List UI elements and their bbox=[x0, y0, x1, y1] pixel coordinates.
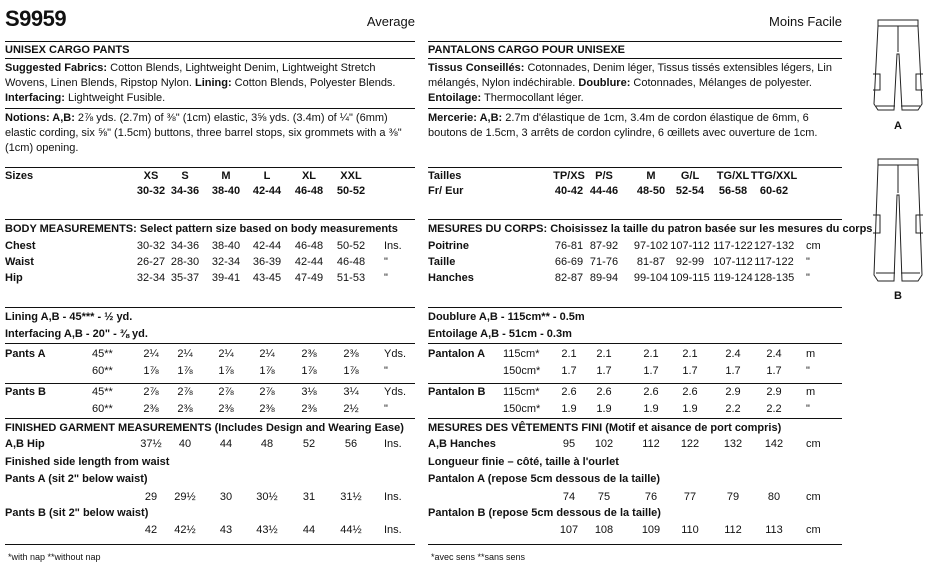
cell: 42½ bbox=[174, 524, 196, 536]
unit: Ins. bbox=[384, 240, 402, 252]
view-a-label: A bbox=[894, 120, 902, 132]
cell: 1.9 bbox=[561, 403, 577, 415]
cell: 1⅞ bbox=[343, 365, 359, 377]
table-row bbox=[5, 272, 415, 287]
cell: 1.7 bbox=[725, 365, 741, 377]
cell: 2.1 bbox=[561, 348, 577, 360]
cell: 108 bbox=[594, 524, 614, 536]
unit: Ins. bbox=[384, 491, 402, 503]
english-column bbox=[5, 0, 415, 585]
cell: 2.6 bbox=[596, 386, 612, 398]
cell: 34-36 bbox=[170, 240, 200, 252]
row-label: Taille bbox=[428, 256, 456, 268]
lining-yardage-row bbox=[5, 311, 415, 326]
cell: G/L bbox=[680, 170, 700, 182]
fabric-width: 115cm* bbox=[503, 386, 540, 398]
divider bbox=[428, 418, 842, 419]
divider bbox=[428, 219, 842, 220]
cell: 2⅜ bbox=[343, 348, 359, 360]
sizes-label-2: Fr/ Eur bbox=[428, 185, 464, 197]
cell: 97-102 bbox=[633, 240, 669, 252]
cell: 79 bbox=[726, 491, 740, 503]
table-row bbox=[428, 491, 842, 506]
table-row bbox=[5, 185, 415, 200]
unit: cm bbox=[806, 240, 821, 252]
table-row bbox=[5, 240, 415, 255]
cell: 95 bbox=[562, 438, 576, 450]
cell: 77 bbox=[683, 491, 697, 503]
cell: 2.9 bbox=[766, 386, 782, 398]
table-row bbox=[428, 524, 842, 539]
cell: 52 bbox=[302, 438, 316, 450]
difficulty: Average bbox=[366, 14, 415, 29]
cell: M bbox=[646, 170, 656, 182]
lining-yardage: Lining A,B - 45*** - ½ yd. bbox=[5, 311, 133, 323]
unit: " bbox=[806, 256, 810, 268]
pants-a-length-label: Pantalon A (repose 5cm dessous de la taille) bbox=[428, 473, 661, 485]
cell: 2⅜ bbox=[218, 403, 234, 415]
cell: 30½ bbox=[256, 491, 278, 503]
table-row bbox=[5, 365, 415, 380]
cell: 128-135 bbox=[753, 272, 795, 284]
interfacing-yardage: Entoilage A,B - 51cm - 0.3m bbox=[428, 328, 572, 340]
cell: 2⅞ bbox=[218, 386, 234, 398]
cell: 2.6 bbox=[643, 386, 659, 398]
table-row bbox=[428, 240, 842, 255]
row-label: Pants A bbox=[5, 348, 46, 360]
cell: 1.9 bbox=[596, 403, 612, 415]
table-row bbox=[5, 524, 415, 539]
unit: cm bbox=[806, 491, 821, 503]
divider bbox=[5, 544, 415, 545]
cell: 2¼ bbox=[143, 348, 159, 360]
table-row bbox=[428, 256, 842, 271]
row-label: Chest bbox=[5, 240, 36, 252]
cell: 2⅜ bbox=[301, 403, 317, 415]
fabrics-paragraph: Suggested Fabrics: Cotton Blends, Lightweight Denim, Lightweight Stretch Wovens, Linen Blends, Ripstop Nylon. Lining: Cotton Blends, Polyester Blends. Interfacing: Lightweight Fusible. bbox=[5, 62, 396, 104]
unit: Ins. bbox=[384, 438, 402, 450]
cell: 38-40 bbox=[211, 185, 241, 197]
cell: 2.4 bbox=[766, 348, 782, 360]
divider bbox=[5, 418, 415, 419]
cell: 30-32 bbox=[136, 185, 166, 197]
cell: 56 bbox=[344, 438, 358, 450]
cell: 2.2 bbox=[766, 403, 782, 415]
cell: 66-69 bbox=[554, 256, 584, 268]
fabric-width: 150cm* bbox=[503, 365, 541, 377]
row-label: Hanches bbox=[428, 272, 474, 284]
fabrics-paragraph-fr: Tissus Conseillés: Cotonnades, Denim léger, Tissus tissés extensibles légers, Lin mélangés, Nylon indéchirable. Doublure: Cotonnades, Mélanges de polyester. Entoilage: Thermocollant léger. bbox=[428, 62, 832, 104]
cell: 1⅞ bbox=[301, 365, 317, 377]
cell: L bbox=[263, 170, 271, 182]
cell: 42-44 bbox=[294, 256, 324, 268]
table-row bbox=[428, 170, 842, 185]
unit: cm bbox=[806, 438, 821, 450]
fabric-width: 60*​* bbox=[92, 365, 113, 377]
cell: 30-32 bbox=[136, 240, 166, 252]
row-label: Hip bbox=[5, 272, 23, 284]
unit: Ins. bbox=[384, 524, 402, 536]
cell: 38-40 bbox=[211, 240, 241, 252]
cell: 1.7 bbox=[596, 365, 612, 377]
unit: " bbox=[806, 365, 810, 377]
cell: 44 bbox=[219, 438, 233, 450]
cell: 43 bbox=[219, 524, 233, 536]
divider bbox=[5, 219, 415, 220]
cell: 43-45 bbox=[252, 272, 282, 284]
unit: m bbox=[806, 386, 816, 398]
table-row bbox=[5, 491, 415, 506]
table-row bbox=[428, 348, 842, 363]
body-measurements-title-row bbox=[428, 223, 873, 238]
fabric-width: 60*​* bbox=[92, 403, 113, 415]
cell: 2⅜ bbox=[143, 403, 159, 415]
cell: 2¼ bbox=[177, 348, 193, 360]
cell: 127-132 bbox=[753, 240, 795, 252]
cell: 71-76 bbox=[589, 256, 619, 268]
cell: XXL bbox=[340, 170, 362, 182]
table-row bbox=[5, 438, 415, 453]
unit: m bbox=[806, 348, 816, 360]
cell: 87-92 bbox=[589, 240, 619, 252]
row-label: Tailles bbox=[428, 170, 462, 182]
cell: 1⅞ bbox=[218, 365, 234, 377]
unit: " bbox=[384, 365, 388, 377]
cell: 48 bbox=[260, 438, 274, 450]
cell: 2½ bbox=[343, 403, 359, 415]
cell: 109 bbox=[641, 524, 661, 536]
table-row bbox=[428, 403, 842, 418]
table-row bbox=[5, 256, 415, 271]
divider bbox=[5, 167, 415, 168]
cell: 42-44 bbox=[252, 185, 282, 197]
cell: 112 bbox=[642, 438, 660, 450]
row-label: Poitrine bbox=[428, 240, 469, 252]
cell: 76-81 bbox=[554, 240, 584, 252]
pants-a-length-label: Pants A (sit 2" below waist) bbox=[5, 473, 148, 485]
cell: M bbox=[221, 170, 231, 182]
pattern-code: S9959 bbox=[5, 6, 67, 31]
cell: 3¼ bbox=[343, 386, 359, 398]
row-label: Waist bbox=[5, 256, 34, 268]
cell: TTG/XXL bbox=[750, 170, 798, 182]
unit: " bbox=[384, 403, 388, 415]
cell: 2⅞ bbox=[259, 386, 275, 398]
cell: 36-39 bbox=[252, 256, 282, 268]
row-label: Pantalon A bbox=[428, 348, 486, 360]
view-b-pants-drawing bbox=[868, 155, 928, 290]
cell: 113 bbox=[765, 524, 783, 536]
finished-measurements-title: FINISHED GARMENT MEASUREMENTS (Includes Design and Wearing Ease) bbox=[5, 422, 404, 434]
cell: 2.1 bbox=[596, 348, 612, 360]
pants-a-length-label-row bbox=[5, 473, 415, 488]
cell: 2.4 bbox=[725, 348, 741, 360]
cell: 47-49 bbox=[294, 272, 324, 284]
table-row bbox=[5, 403, 415, 418]
unit: " bbox=[806, 403, 810, 415]
cell: 107-112 bbox=[670, 240, 710, 252]
cell: 39-41 bbox=[211, 272, 241, 284]
cell: 2.6 bbox=[561, 386, 577, 398]
cell: 60-62 bbox=[759, 185, 789, 197]
cell: 26-27 bbox=[136, 256, 166, 268]
interfacing-yardage-row bbox=[5, 328, 415, 343]
pants-b-length-label: Pantalon B (repose 5cm dessous de la taille) bbox=[428, 507, 661, 519]
lining-yardage: Doublure A,B - 115cm** - 0.5m bbox=[428, 311, 585, 323]
header bbox=[5, 0, 415, 31]
cell: 2⅜ bbox=[301, 348, 317, 360]
cell: 1⅞ bbox=[259, 365, 275, 377]
cell: 48-50 bbox=[636, 185, 666, 197]
table-row bbox=[428, 386, 842, 401]
cell: 2.9 bbox=[725, 386, 741, 398]
cell: 74 bbox=[562, 491, 576, 503]
table-row bbox=[428, 438, 842, 453]
cell: 102 bbox=[594, 438, 614, 450]
pants-b-length-label-row bbox=[428, 507, 842, 522]
finished-length-label: Longueur finie – côté, taille à l'ourlet bbox=[428, 456, 619, 468]
cell: 117-122 bbox=[713, 240, 753, 252]
cell: 2.6 bbox=[682, 386, 698, 398]
cell: 82-87 bbox=[554, 272, 584, 284]
cell: 31½ bbox=[340, 491, 362, 503]
fabric-width: 45*​* bbox=[92, 386, 113, 398]
row-label: Pants B bbox=[5, 386, 46, 398]
cell: 2¼ bbox=[259, 348, 275, 360]
divider bbox=[428, 343, 842, 344]
garment-title-fr: PANTALONS CARGO POUR UNISEXE bbox=[428, 44, 625, 56]
body-measurements-title-row bbox=[5, 223, 415, 238]
table-row bbox=[428, 185, 842, 200]
cell: 80 bbox=[767, 491, 781, 503]
cell: XL bbox=[301, 170, 317, 182]
cell: P/S bbox=[595, 170, 613, 182]
table-row bbox=[428, 272, 842, 287]
cell: 107 bbox=[559, 524, 579, 536]
cell: 30 bbox=[219, 491, 233, 503]
cell: 52-54 bbox=[675, 185, 705, 197]
interfacing-yardage-row bbox=[428, 328, 842, 343]
cell: 75 bbox=[597, 491, 611, 503]
cell: 2.2 bbox=[725, 403, 741, 415]
cell: 46-48 bbox=[294, 240, 324, 252]
cell: 43½ bbox=[256, 524, 278, 536]
divider bbox=[428, 307, 842, 308]
cell: 107-112 bbox=[713, 256, 753, 268]
cell: 1.7 bbox=[561, 365, 577, 377]
cell: 46-48 bbox=[336, 256, 366, 268]
body-measurements-title: BODY MEASUREMENTS: Select pattern size based on body measurements bbox=[5, 223, 398, 235]
fabric-width: 115cm* bbox=[503, 348, 540, 360]
table-row bbox=[428, 365, 842, 380]
unit: " bbox=[384, 256, 388, 268]
cell: 56-58 bbox=[718, 185, 748, 197]
cell: 1.9 bbox=[682, 403, 698, 415]
divider bbox=[5, 383, 415, 384]
divider bbox=[428, 383, 842, 384]
cell: 92-99 bbox=[675, 256, 705, 268]
cell: 3⅛ bbox=[301, 386, 317, 398]
cell: 2⅜ bbox=[259, 403, 275, 415]
row-label: Pantalon B bbox=[428, 386, 486, 398]
cell: 1.7 bbox=[766, 365, 782, 377]
divider bbox=[428, 544, 842, 545]
cell: 110 bbox=[681, 524, 699, 536]
cell: 1.7 bbox=[643, 365, 659, 377]
pants-a-length-label-row bbox=[428, 473, 842, 488]
header-fr bbox=[428, 0, 842, 29]
cell: 42-44 bbox=[252, 240, 282, 252]
cell: 46-48 bbox=[294, 185, 324, 197]
pants-b-length-label: Pants B (sit 2" below waist) bbox=[5, 507, 149, 519]
cell: 142 bbox=[764, 438, 784, 450]
cell: 76 bbox=[644, 491, 658, 503]
cell: 81-87 bbox=[636, 256, 666, 268]
cell: 1.7 bbox=[682, 365, 698, 377]
table-row bbox=[5, 170, 415, 185]
cell: 1⅞ bbox=[177, 365, 193, 377]
cell: 119-124 bbox=[713, 272, 753, 284]
footnote-fr: *avec sens **sans sens bbox=[431, 552, 526, 562]
cell: 34-36 bbox=[170, 185, 200, 197]
cell: 35-37 bbox=[170, 272, 200, 284]
cell: 28-30 bbox=[170, 256, 200, 268]
cell: 50-52 bbox=[336, 240, 366, 252]
unit: " bbox=[806, 272, 810, 284]
cell: 89-94 bbox=[589, 272, 619, 284]
lining-yardage-row bbox=[428, 311, 842, 326]
table-row bbox=[5, 386, 415, 401]
cell: 50-52 bbox=[336, 185, 366, 197]
cell: 1.9 bbox=[643, 403, 659, 415]
cell: 40 bbox=[178, 438, 192, 450]
finished-length-label-row bbox=[428, 456, 842, 471]
body-measurements-title: MESURES DU CORPS: Choisissez la taille du patron basée sur les mesures du corps bbox=[428, 223, 873, 235]
difficulty-fr: Moins Facile bbox=[769, 14, 842, 29]
view-b-label: B bbox=[894, 290, 902, 302]
cell: 44-46 bbox=[589, 185, 619, 197]
unit: Yds. bbox=[384, 348, 407, 360]
cell: 2⅞ bbox=[177, 386, 193, 398]
notions-paragraph-fr: Mercerie: A,B: 2.7m d'élastique de 1cm, 3.4m de cordon élastique de 6mm, 6 boutons de 1.5cm, 3 arrêts de cordon cylindre, 6 œillets avec ouverture de 1cm. bbox=[428, 112, 818, 139]
unit: " bbox=[384, 272, 388, 284]
cell: TP/XS bbox=[553, 170, 585, 182]
cell: 1⅞ bbox=[143, 365, 159, 377]
interfacing-yardage: Interfacing A,B - 20" - ⅜ yd. bbox=[5, 328, 148, 340]
cell: 109-115 bbox=[670, 272, 710, 284]
cell: 32-34 bbox=[211, 256, 241, 268]
french-column bbox=[428, 0, 873, 585]
fabric-width: 150cm* bbox=[503, 403, 541, 415]
cell: 2.1 bbox=[682, 348, 698, 360]
cell: S bbox=[181, 170, 189, 182]
cell: 2⅜ bbox=[177, 403, 193, 415]
cell: 31 bbox=[302, 491, 316, 503]
cell: 132 bbox=[723, 438, 743, 450]
footnote: *with nap **without nap bbox=[8, 552, 101, 562]
row-label: A,B Hanches bbox=[428, 438, 496, 450]
unit: cm bbox=[806, 524, 821, 536]
cell: 117-122 bbox=[754, 256, 794, 268]
row-label: A,B Hip bbox=[5, 438, 45, 450]
table-row bbox=[5, 348, 415, 363]
finished-length-label-row bbox=[5, 456, 415, 471]
cell: 42 bbox=[144, 524, 158, 536]
cell: 44½ bbox=[340, 524, 362, 536]
cell: 2.1 bbox=[643, 348, 659, 360]
cell: 44 bbox=[302, 524, 316, 536]
finished-measurements-title-row bbox=[428, 422, 842, 437]
finished-measurements-title-row bbox=[5, 422, 415, 437]
fabric-width: 45*​* bbox=[92, 348, 113, 360]
row-label: Sizes bbox=[5, 170, 34, 182]
cell: XS bbox=[143, 170, 159, 182]
cell: 32-34 bbox=[136, 272, 166, 284]
garment-title: UNISEX CARGO PANTS bbox=[5, 44, 130, 56]
cell: 112 bbox=[724, 524, 742, 536]
unit: Yds. bbox=[384, 386, 407, 398]
finished-length-label: Finished side length from waist bbox=[5, 456, 170, 468]
cell: 37½ bbox=[140, 438, 162, 450]
cell: 29 bbox=[144, 491, 158, 503]
cell: 40-42 bbox=[554, 185, 584, 197]
divider bbox=[5, 343, 415, 344]
cell: TG/XL bbox=[716, 170, 750, 182]
cell: 2¼ bbox=[218, 348, 234, 360]
cell: 2⅞ bbox=[143, 386, 159, 398]
divider bbox=[428, 167, 842, 168]
divider bbox=[5, 307, 415, 308]
notions-paragraph: Notions: A,B: 2⅞ yds. (2.7m) of ⅜" (1cm) elastic, 3⅝ yds. (3.4m) of ¼" (6mm) elastic cording, six ⅝" (1.5cm) buttons, three barrel stops, six grommets with a ⅜" (1cm) opening. bbox=[5, 112, 402, 154]
cell: 29½ bbox=[174, 491, 196, 503]
view-a-pants-drawing bbox=[868, 14, 928, 124]
cell: 51-53 bbox=[336, 272, 366, 284]
pants-b-length-label-row bbox=[5, 507, 415, 522]
cell: 122 bbox=[680, 438, 700, 450]
finished-measurements-title: MESURES DES VÊTEMENTS FINI (Motif et aisance de port compris) bbox=[428, 422, 782, 434]
cell: 99-104 bbox=[633, 272, 669, 284]
